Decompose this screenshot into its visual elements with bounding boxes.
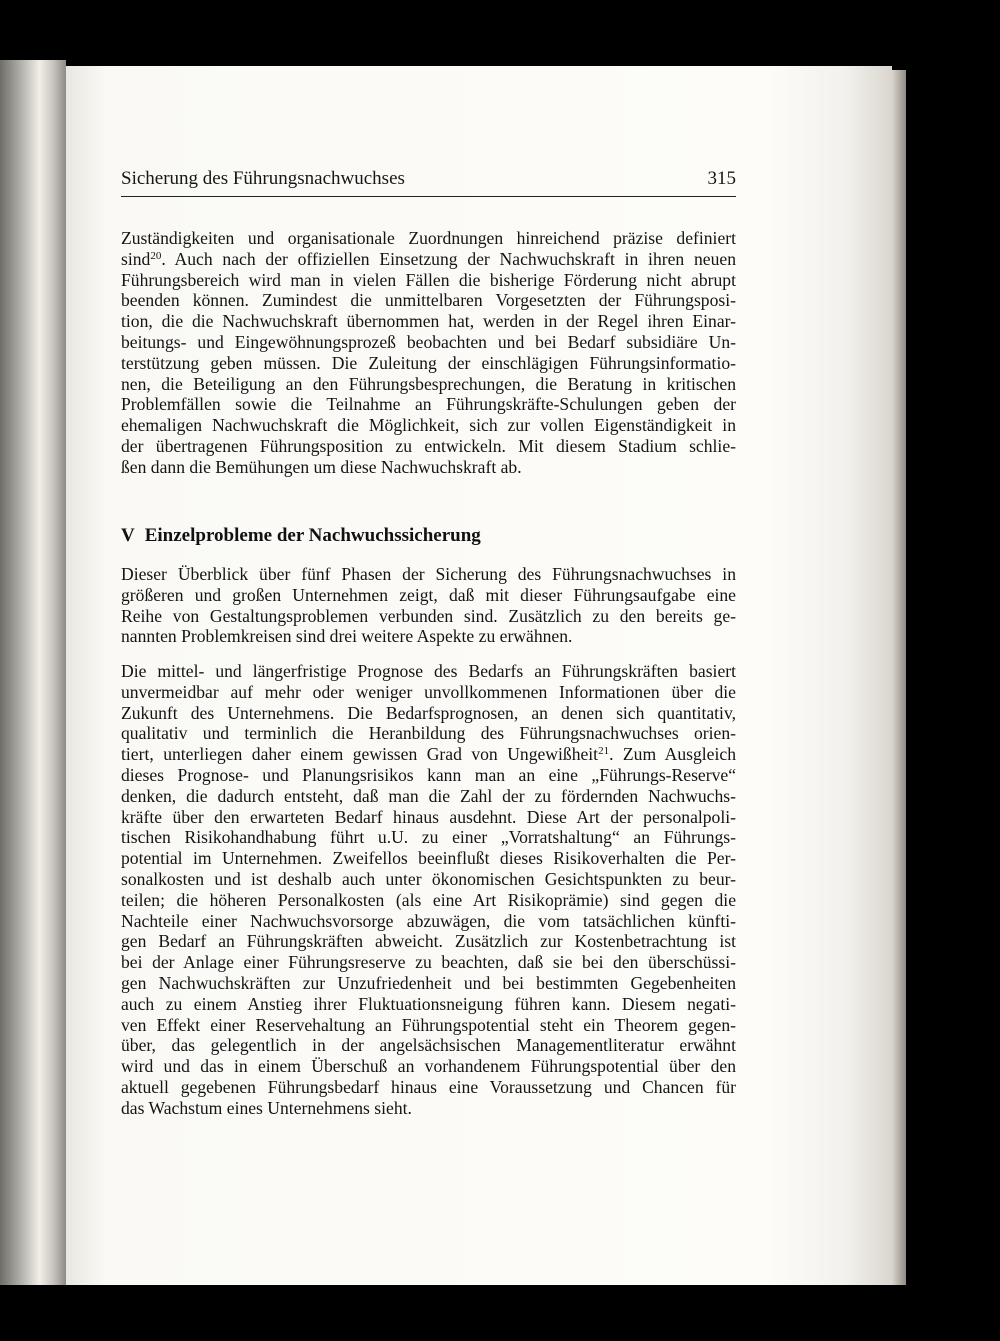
text-line: Nachteile einer Nachwuchsvorsorge abzuwägen, die vom tatsächlichen künfti-: [121, 910, 736, 931]
text-line: bei der Anlage einer Führungsreserve zu beachten, daß sie bei den überschüssi-: [121, 952, 736, 973]
text-line: beenden können. Zumindest die unmittelbaren Vorgesetzten der Führungsposi-: [121, 290, 736, 311]
text-line: terstützung geben müssen. Die Zuleitung der einschlägigen Führungsinformatio-: [121, 352, 736, 373]
text-line: Reihe von Gestaltungsproblemen verbunden sind. Zusätzlich zu den bereits ge-: [121, 605, 736, 626]
text-line: sonalkosten und ist deshalb auch unter ökonomischen Gesichtspunkten zu beur-: [121, 868, 736, 889]
text-line: qualitativ und terminlich die Heranbildung des Führungsnachwuchses orien-: [121, 723, 736, 744]
text-line: auch zu einem Anstieg ihrer Fluktuationsneigung führen kann. Diesem negati-: [121, 993, 736, 1014]
book-spine-edge: [0, 60, 66, 1285]
text-line: Führungsbereich wird man in vielen Fällen die bisherige Förderung nicht abrupt: [121, 269, 736, 290]
text-line: Problemfällen sowie die Teilnahme an Führungskräfte-Schulungen geben der: [121, 394, 736, 415]
text-line: größeren und großen Unternehmen zeigt, daß mit dieser Führungsaufgabe eine: [121, 584, 736, 605]
text-line: ßen dann die Bemühungen um diese Nachwuchskraft ab.: [121, 456, 522, 477]
running-head-title: Sicherung des Führungsnachwuchses: [121, 168, 405, 189]
text-line: das Wachstum eines Unternehmens sieht.: [121, 1097, 412, 1118]
text-line: unvermeidbar auf mehr oder weniger unvollkommenen Informationen über die: [121, 681, 736, 702]
text-line: wird und das in einem Überschuß an vorhandenem Führungspotential über den: [121, 1056, 736, 1077]
text-line: kräfte über den erwarteten Bedarf hinaus ausdehnt. Diese Art der personalpoli-: [121, 806, 736, 827]
text-line: ven Effekt einer Reservehaltung an Führungspotential steht ein Theorem gegen-: [121, 1014, 736, 1035]
text-line: Zukunft des Unternehmens. Die Bedarfsprognosen, an denen sich quantitativ,: [121, 702, 736, 723]
text-line: Dieser Überblick über fünf Phasen der Sicherung des Führungsnachwuchses in: [121, 564, 736, 584]
text-line: gen Bedarf an Führungskräften abweicht. Zusätzlich zur Kostenbetrachtung ist: [121, 931, 736, 952]
running-head: [121, 168, 736, 190]
section-heading: [121, 525, 736, 547]
paragraph-2: [121, 564, 736, 647]
text-line: denken, die dadurch entsteht, daß man die Zahl der zu fördernden Nachwuchs-: [121, 785, 736, 806]
paragraph-3: [121, 661, 736, 1119]
text-line: dieses Prognose- und Planungsrisikos kann man an eine „Führungs-Reserve“: [121, 764, 736, 785]
text-line: ehemaligen Nachwuchskraft die Möglichkeit, sich zur vollen Eigenständigkeit in: [121, 415, 736, 436]
footnote-ref: 20: [150, 249, 162, 262]
text-line: tischen Risikohandhabung führt u.U. zu einer „Vorratshaltung“ an Führungs-: [121, 827, 736, 848]
text-line: sind$^{20}$. Auch nach der offiziellen Einsetzung der Nachwuchskraft in ihren neuen: [121, 248, 736, 269]
text-line: tiert, unterliegen daher einem gewissen Grad von Ungewißheit$^{21}$. Zum Ausgleich: [121, 744, 736, 765]
text-line: tion, die die Nachwuchskraft übernommen hat, werden in der Regel ihren Einar-: [121, 311, 736, 332]
text-line: potential im Unternehmen. Zweifellos beeinflußt dieses Risikoverhalten die Per-: [121, 848, 736, 869]
page-number: 315: [707, 168, 736, 189]
text-line: teilen; die höheren Personalkosten (als eine Art Risikoprämie) sind gegen die: [121, 889, 736, 910]
text-line: aktuell gegebenen Führungsbedarf hinaus eine Voraussetzung und Chancen für: [121, 1076, 736, 1097]
text-line: über, das gelegentlich in der angelsächsischen Managementliteratur erwähnt: [121, 1035, 736, 1056]
text-line: der übertragenen Führungsposition zu entwickeln. Mit diesem Stadium schlie-: [121, 435, 736, 456]
text-line: nen, die Beteiligung an den Führungsbesprechungen, die Beratung in kritischen: [121, 373, 736, 394]
section-title: Einzelprobleme der Nachwuchssicherung: [144, 525, 481, 546]
text-line: nannten Problemkreisen sind drei weitere Aspekte zu erwähnen.: [121, 626, 573, 647]
text-line: Die mittel- und längerfristige Prognose des Bedarfs an Führungskräften basiert: [121, 661, 736, 681]
text-line: gen Nachwuchskräften zur Unzufriedenheit und bei bestimmten Gegebenheiten: [121, 972, 736, 993]
footnote-ref: 21: [598, 745, 610, 758]
header-rule: [121, 196, 736, 197]
paragraph-1: [121, 228, 736, 478]
text-line: beitungs- und Eingewöhnungsprozeß beobachten und bei Bedarf subsidiäre Un-: [121, 331, 736, 352]
text-line: Zuständigkeiten und organisationale Zuordnungen hinreichend präzise definiert: [121, 228, 736, 248]
section-number: V: [121, 525, 135, 546]
